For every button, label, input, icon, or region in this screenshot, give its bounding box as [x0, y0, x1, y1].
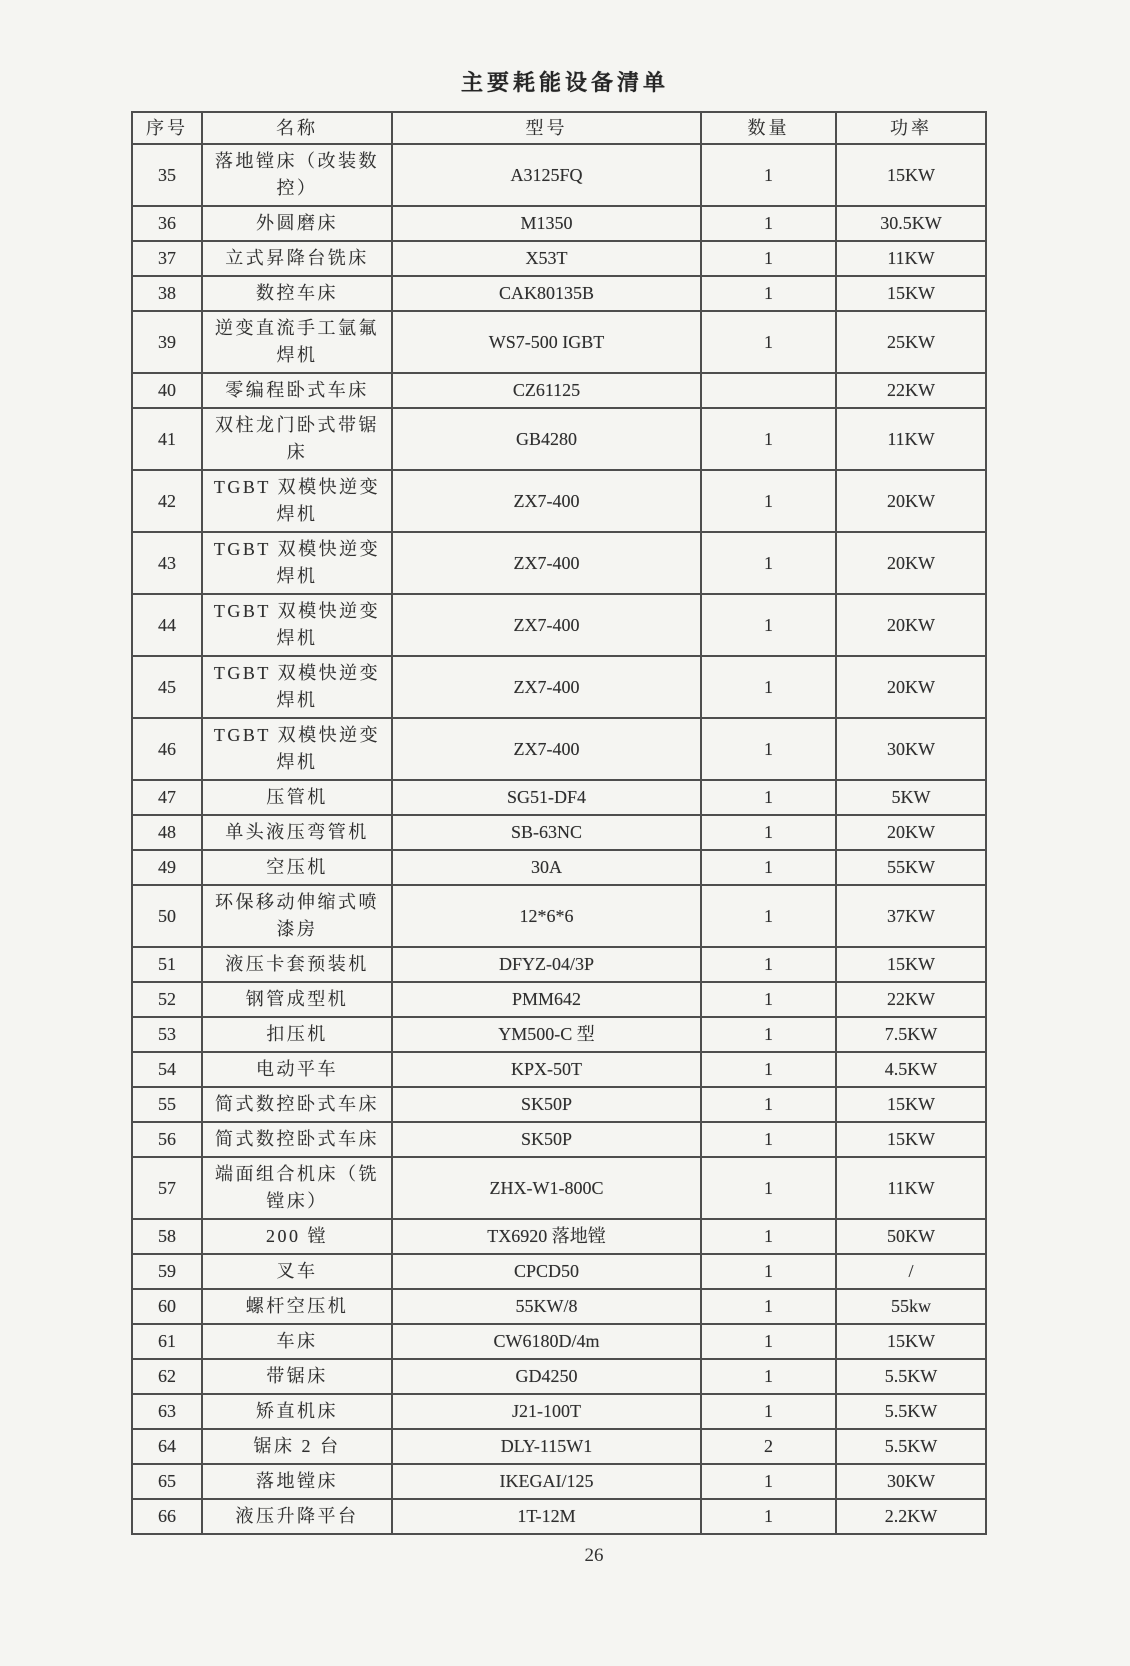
table-row	[132, 885, 986, 947]
table-row	[132, 1394, 986, 1429]
table-header-row	[132, 112, 986, 144]
cell-model: X53T	[392, 241, 701, 276]
cell-model: ZHX-W1-800C	[392, 1157, 701, 1219]
table-row	[132, 594, 986, 656]
cell-no: 44	[132, 594, 202, 656]
cell-power: 15KW	[836, 1324, 986, 1359]
cell-no: 38	[132, 276, 202, 311]
cell-no: 63	[132, 1394, 202, 1429]
cell-power: 20KW	[836, 815, 986, 850]
cell-qty: 1	[701, 982, 836, 1017]
table-row	[132, 241, 986, 276]
cell-name: 落地镗床	[202, 1464, 392, 1499]
cell-qty: 1	[701, 276, 836, 311]
equipment-table	[131, 111, 987, 1535]
cell-model: CZ61125	[392, 373, 701, 408]
cell-qty: 1	[701, 1087, 836, 1122]
cell-qty: 1	[701, 850, 836, 885]
table-row	[132, 1157, 986, 1219]
cell-power: 15KW	[836, 144, 986, 206]
table-row	[132, 470, 986, 532]
cell-name: 液压升降平台	[202, 1499, 392, 1534]
cell-no: 47	[132, 780, 202, 815]
cell-model: ZX7-400	[392, 594, 701, 656]
cell-name: 简式数控卧式车床	[202, 1122, 392, 1157]
cell-name: 零编程卧式车床	[202, 373, 392, 408]
cell-no: 58	[132, 1219, 202, 1254]
cell-no: 65	[132, 1464, 202, 1499]
cell-qty: 1	[701, 1499, 836, 1534]
cell-model: SK50P	[392, 1122, 701, 1157]
cell-model: KPX-50T	[392, 1052, 701, 1087]
cell-name: TGBT 双模快逆变焊机	[202, 656, 392, 718]
page-title: 主要耗能设备清单	[460, 70, 669, 95]
cell-model: IKEGAI/125	[392, 1464, 701, 1499]
cell-model: CPCD50	[392, 1254, 701, 1289]
cell-no: 54	[132, 1052, 202, 1087]
cell-qty	[701, 373, 836, 408]
cell-qty: 1	[701, 1394, 836, 1429]
cell-qty: 1	[701, 815, 836, 850]
cell-model: M1350	[392, 206, 701, 241]
table-row	[132, 1017, 986, 1052]
cell-no: 53	[132, 1017, 202, 1052]
cell-model: CAK80135B	[392, 276, 701, 311]
cell-no: 35	[132, 144, 202, 206]
cell-power: 7.5KW	[836, 1017, 986, 1052]
cell-power: 15KW	[836, 1122, 986, 1157]
table-row	[132, 206, 986, 241]
table-row	[132, 1429, 986, 1464]
header-power: 功率	[836, 112, 986, 144]
cell-power: 15KW	[836, 947, 986, 982]
cell-power: 5.5KW	[836, 1359, 986, 1394]
cell-qty: 1	[701, 947, 836, 982]
cell-no: 62	[132, 1359, 202, 1394]
cell-power: 20KW	[836, 594, 986, 656]
cell-no: 55	[132, 1087, 202, 1122]
cell-power: 15KW	[836, 276, 986, 311]
cell-no: 41	[132, 408, 202, 470]
cell-power: 20KW	[836, 470, 986, 532]
cell-qty: 1	[701, 241, 836, 276]
cell-qty: 1	[701, 1157, 836, 1219]
cell-name: TGBT 双模快逆变焊机	[202, 594, 392, 656]
cell-power: 5.5KW	[836, 1394, 986, 1429]
cell-name: 简式数控卧式车床	[202, 1087, 392, 1122]
cell-model: 12*6*6	[392, 885, 701, 947]
cell-model: SK50P	[392, 1087, 701, 1122]
table-row	[132, 656, 986, 718]
cell-power: 2.2KW	[836, 1499, 986, 1534]
table-row	[132, 1254, 986, 1289]
cell-power: 25KW	[836, 311, 986, 373]
cell-name: 200 镗	[202, 1219, 392, 1254]
cell-name: TGBT 双模快逆变焊机	[202, 532, 392, 594]
cell-qty: 1	[701, 206, 836, 241]
cell-name: 单头液压弯管机	[202, 815, 392, 850]
cell-name: 双柱龙门卧式带锯床	[202, 408, 392, 470]
cell-model: YM500-C 型	[392, 1017, 701, 1052]
cell-qty: 1	[701, 1464, 836, 1499]
cell-model: GB4280	[392, 408, 701, 470]
cell-no: 66	[132, 1499, 202, 1534]
table-row	[132, 815, 986, 850]
cell-power: 50KW	[836, 1219, 986, 1254]
cell-name: 数控车床	[202, 276, 392, 311]
cell-model: SG51-DF4	[392, 780, 701, 815]
cell-no: 60	[132, 1289, 202, 1324]
scanned-document-page	[0, 66, 1130, 1666]
cell-name: 螺杆空压机	[202, 1289, 392, 1324]
cell-no: 40	[132, 373, 202, 408]
cell-model: ZX7-400	[392, 470, 701, 532]
cell-name: 扣压机	[202, 1017, 392, 1052]
cell-no: 56	[132, 1122, 202, 1157]
cell-model: 55KW/8	[392, 1289, 701, 1324]
cell-power: 5KW	[836, 780, 986, 815]
table-row	[132, 718, 986, 780]
table-row	[132, 1052, 986, 1087]
table-row	[132, 850, 986, 885]
cell-no: 50	[132, 885, 202, 947]
cell-power: 5.5KW	[836, 1429, 986, 1464]
cell-power: 55kw	[836, 1289, 986, 1324]
cell-name: 带锯床	[202, 1359, 392, 1394]
cell-qty: 1	[701, 470, 836, 532]
table-row	[132, 982, 986, 1017]
cell-qty: 1	[701, 1289, 836, 1324]
cell-model: ZX7-400	[392, 718, 701, 780]
cell-power: 11KW	[836, 1157, 986, 1219]
cell-power: 15KW	[836, 1087, 986, 1122]
cell-qty: 1	[701, 656, 836, 718]
header-model: 型号	[392, 112, 701, 144]
cell-model: DLY-115W1	[392, 1429, 701, 1464]
table-row	[132, 1499, 986, 1534]
cell-qty: 1	[701, 1052, 836, 1087]
cell-power: /	[836, 1254, 986, 1289]
cell-name: 落地镗床（改装数控）	[202, 144, 392, 206]
cell-power: 20KW	[836, 656, 986, 718]
cell-model: CW6180D/4m	[392, 1324, 701, 1359]
cell-qty: 1	[701, 1324, 836, 1359]
cell-name: 电动平车	[202, 1052, 392, 1087]
cell-qty: 1	[701, 1359, 836, 1394]
cell-no: 46	[132, 718, 202, 780]
cell-name: 外圆磨床	[202, 206, 392, 241]
table-row	[132, 532, 986, 594]
cell-name: 压管机	[202, 780, 392, 815]
cell-qty: 1	[701, 144, 836, 206]
cell-model: ZX7-400	[392, 532, 701, 594]
cell-qty: 1	[701, 1017, 836, 1052]
cell-no: 59	[132, 1254, 202, 1289]
cell-no: 57	[132, 1157, 202, 1219]
cell-model: ZX7-400	[392, 656, 701, 718]
cell-model: A3125FQ	[392, 144, 701, 206]
cell-model: TX6920 落地镗	[392, 1219, 701, 1254]
cell-name: 钢管成型机	[202, 982, 392, 1017]
cell-name: 逆变直流手工氩氟焊机	[202, 311, 392, 373]
header-name: 名称	[202, 112, 392, 144]
cell-qty: 1	[701, 780, 836, 815]
cell-no: 39	[132, 311, 202, 373]
table-row	[132, 1289, 986, 1324]
cell-power: 37KW	[836, 885, 986, 947]
cell-no: 37	[132, 241, 202, 276]
cell-qty: 1	[701, 1254, 836, 1289]
cell-power: 4.5KW	[836, 1052, 986, 1087]
cell-model: GD4250	[392, 1359, 701, 1394]
cell-name: 车床	[202, 1324, 392, 1359]
cell-name: 空压机	[202, 850, 392, 885]
cell-no: 48	[132, 815, 202, 850]
cell-name: 液压卡套预装机	[202, 947, 392, 982]
cell-name: 端面组合机床（铣镗床）	[202, 1157, 392, 1219]
cell-no: 43	[132, 532, 202, 594]
cell-qty: 1	[701, 1219, 836, 1254]
cell-power: 22KW	[836, 373, 986, 408]
cell-no: 51	[132, 947, 202, 982]
table-row	[132, 373, 986, 408]
cell-no: 42	[132, 470, 202, 532]
table-row	[132, 144, 986, 206]
cell-power: 55KW	[836, 850, 986, 885]
cell-model: J21-100T	[392, 1394, 701, 1429]
cell-name: TGBT 双模快逆变焊机	[202, 470, 392, 532]
cell-no: 64	[132, 1429, 202, 1464]
cell-model: PMM642	[392, 982, 701, 1017]
table-row	[132, 276, 986, 311]
table-row	[132, 1324, 986, 1359]
cell-no: 52	[132, 982, 202, 1017]
cell-model: DFYZ-04/3P	[392, 947, 701, 982]
cell-no: 45	[132, 656, 202, 718]
cell-no: 61	[132, 1324, 202, 1359]
cell-power: 20KW	[836, 532, 986, 594]
cell-qty: 1	[701, 408, 836, 470]
cell-name: 矫直机床	[202, 1394, 392, 1429]
cell-power: 30.5KW	[836, 206, 986, 241]
cell-qty: 1	[701, 311, 836, 373]
cell-name: 叉车	[202, 1254, 392, 1289]
cell-power: 22KW	[836, 982, 986, 1017]
cell-name: 锯床 2 台	[202, 1429, 392, 1464]
cell-qty: 1	[701, 885, 836, 947]
cell-power: 30KW	[836, 1464, 986, 1499]
cell-model: 30A	[392, 850, 701, 885]
cell-power: 11KW	[836, 408, 986, 470]
table-row	[132, 1359, 986, 1394]
cell-qty: 1	[701, 1122, 836, 1157]
cell-name: 环保移动伸缩式喷漆房	[202, 885, 392, 947]
cell-power: 11KW	[836, 241, 986, 276]
table-row	[132, 311, 986, 373]
cell-qty: 1	[701, 718, 836, 780]
cell-name: TGBT 双模快逆变焊机	[202, 718, 392, 780]
header-qty: 数量	[701, 112, 836, 144]
header-no: 序号	[132, 112, 202, 144]
cell-model: SB-63NC	[392, 815, 701, 850]
cell-model: WS7-500 IGBT	[392, 311, 701, 373]
table-row	[132, 947, 986, 982]
table-row	[132, 780, 986, 815]
cell-model: 1T-12M	[392, 1499, 701, 1534]
cell-no: 36	[132, 206, 202, 241]
equipment-table-body	[132, 144, 986, 1534]
cell-power: 30KW	[836, 718, 986, 780]
table-row	[132, 1122, 986, 1157]
cell-qty: 1	[701, 532, 836, 594]
cell-qty: 1	[701, 594, 836, 656]
table-row	[132, 1219, 986, 1254]
cell-qty: 2	[701, 1429, 836, 1464]
cell-no: 49	[132, 850, 202, 885]
table-row	[132, 1464, 986, 1499]
page-number: 26	[584, 1545, 604, 1566]
table-row	[132, 1087, 986, 1122]
cell-name: 立式昇降台铣床	[202, 241, 392, 276]
table-row	[132, 408, 986, 470]
